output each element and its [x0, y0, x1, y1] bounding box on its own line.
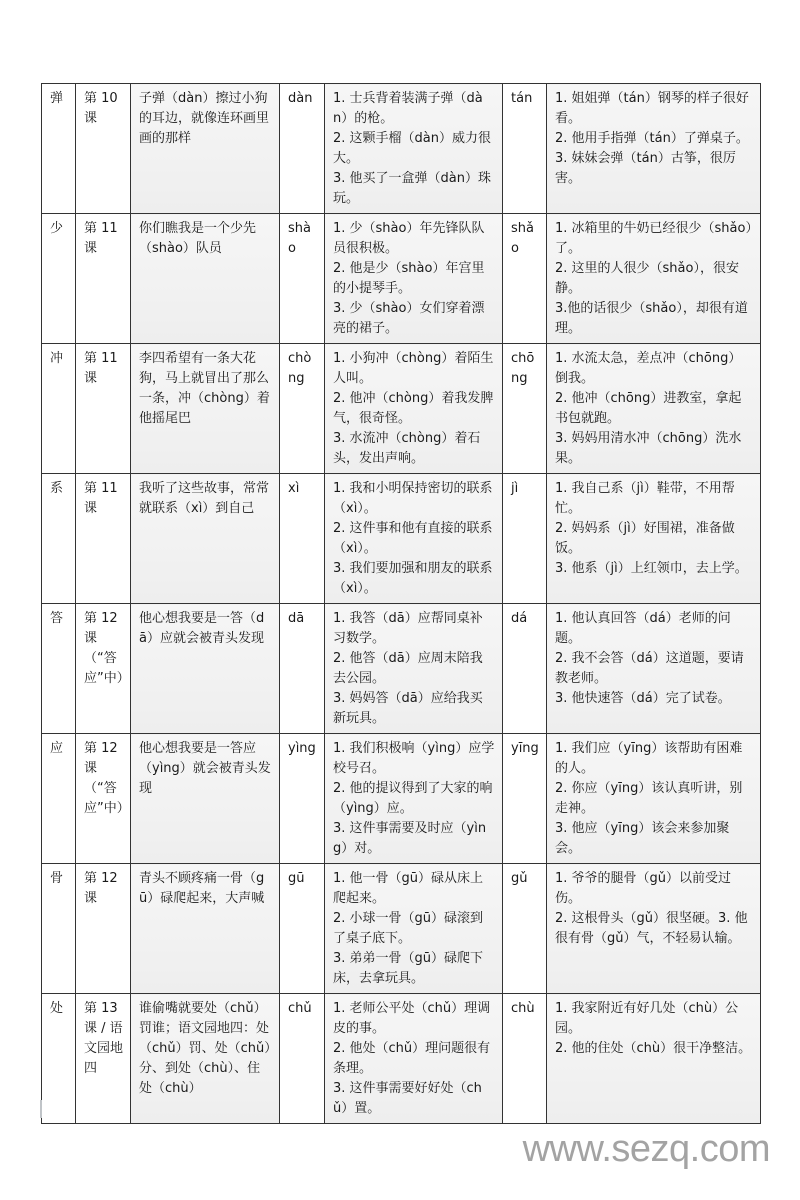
pinyin1-cell: dàn: [280, 84, 325, 214]
pinyin2-cell: dá: [503, 604, 547, 734]
character-cell: 少: [42, 214, 76, 344]
lesson-cell: 第 13 课 / 语文园地四: [76, 994, 131, 1124]
example-sentence: 2. 妈妈系（jì）好围裙，准备做饭。: [555, 521, 735, 556]
table-row: [42, 344, 761, 474]
examples1-cell: [325, 214, 503, 344]
pinyin2-cell: chù: [503, 994, 547, 1124]
character-cell: 弹: [42, 84, 76, 214]
example-sentence: 2. 他冲（chōng）进教室，拿起书包就跑。: [555, 391, 742, 426]
example-sentence: 2. 这件事和他有直接的联系（xì）。: [333, 521, 493, 556]
pinyin1-cell: shào: [280, 214, 325, 344]
example-sentence: 2. 这根骨头（gǔ）很坚硬。3. 他很有骨（gǔ）气，不轻易认输。: [555, 911, 748, 946]
example-sentence: 1. 我自己系（jì）鞋带，不用帮忙。: [555, 481, 735, 516]
example-sentence: 2. 他的住处（chù）很干净整洁。: [555, 1041, 752, 1056]
examples2-cell: [547, 474, 761, 604]
lesson-cell: 第 10 课: [76, 84, 131, 214]
example-sentence: 1. 水流太急，差点冲（chōng）倒我。: [555, 351, 742, 386]
lesson-cell: 第 12 课（“答应”中）: [76, 604, 131, 734]
example-sentence: 3. 水流冲（chòng）着石头，发出声响。: [333, 431, 481, 466]
example-sentence: 1. 我和小明保持密切的联系（xì）。: [333, 481, 493, 516]
examples1-cell: [325, 474, 503, 604]
example-sentence: 1. 少（shào）年先锋队队员很积极。: [333, 221, 485, 256]
character-cell: 冲: [42, 344, 76, 474]
examples2-cell: [547, 84, 761, 214]
examples2-cell: [547, 864, 761, 994]
example-sentence: 2. 这颗手榴（dàn）威力很大。: [333, 131, 491, 166]
examples1-cell: [325, 734, 503, 864]
polyphonic-character-table: [41, 83, 761, 1124]
pinyin2-cell: yīng: [503, 734, 547, 864]
example-sentence: 1. 我们应（yīng）该帮助有困难的人。: [555, 741, 743, 776]
table-row: [42, 734, 761, 864]
examples1-cell: [325, 864, 503, 994]
table-row: [42, 864, 761, 994]
character-cell: 应: [42, 734, 76, 864]
lesson-cell: 第 11 课: [76, 474, 131, 604]
example-sentence: 1. 爷爷的腿骨（gǔ）以前受过伤。: [555, 871, 732, 906]
pinyin1-cell: xì: [280, 474, 325, 604]
example-sentence: 2. 他冲（chòng）着我发脾气，很奇怪。: [333, 391, 494, 426]
examples1-cell: [325, 604, 503, 734]
example-sentence: 3.他的话很少（shǎo），却很有道理。: [555, 301, 748, 336]
text-sentence-cell: 你们瞧我是一个少先（shào）队员: [131, 214, 280, 344]
watermark: www.sezq.com: [522, 1128, 770, 1170]
examples2-cell: [547, 994, 761, 1124]
examples1-cell: [325, 84, 503, 214]
example-sentence: 2. 你应（yīng）该认真听讲，别走神。: [555, 781, 743, 816]
table-row: [42, 604, 761, 734]
example-sentence: 3. 他系（jì）上红领巾，去上学。: [555, 561, 748, 576]
example-sentence: 2. 我不会答（dá）这道题，要请教老师。: [555, 651, 744, 686]
examples1-cell: [325, 994, 503, 1124]
example-sentence: 2. 这里的人很少（shǎo），很安静。: [555, 261, 739, 296]
example-sentence: 1. 士兵背着装满子弹（dàn）的枪。: [333, 91, 483, 126]
examples1-cell: [325, 344, 503, 474]
pinyin2-cell: gǔ: [503, 864, 547, 994]
example-sentence: 3. 妈妈用清水冲（chōng）洗水果。: [555, 431, 742, 466]
example-sentence: 3. 妈妈答（dā）应给我买新玩具。: [333, 691, 483, 726]
pinyin1-cell: chǔ: [280, 994, 325, 1124]
lesson-cell: 第 11 课: [76, 344, 131, 474]
lesson-cell: 第 12 课: [76, 864, 131, 994]
table-row: [42, 84, 761, 214]
text-sentence-cell: 青头不顾疼痛一骨（gū）碌爬起来，大声喊: [131, 864, 280, 994]
lesson-cell: 第 11 课: [76, 214, 131, 344]
example-sentence: 3. 这件事需要及时应（yìng）对。: [333, 821, 487, 856]
example-sentence: 3. 他快速答（dá）完了试卷。: [555, 691, 731, 706]
examples2-cell: [547, 734, 761, 864]
examples2-cell: [547, 214, 761, 344]
pinyin1-cell: dā: [280, 604, 325, 734]
text-sentence-cell: 我听了这些故事，常常就联系（xì）到自己: [131, 474, 280, 604]
examples2-cell: [547, 344, 761, 474]
example-sentence: 3. 他买了一盒弹（dàn）珠玩。: [333, 171, 491, 206]
example-sentence: 2. 小球一骨（gū）碌滚到了桌子底下。: [333, 911, 484, 946]
example-sentence: 1. 他一骨（gū）碌从床上爬起来。: [333, 871, 484, 906]
pinyin2-cell: shǎo: [503, 214, 547, 344]
character-cell: 骨: [42, 864, 76, 994]
text-sentence-cell: 李四希望有一条大花狗，马上就冒出了那么一条，冲（chòng）着他摇尾巴: [131, 344, 280, 474]
table-row: [42, 994, 761, 1124]
pinyin2-cell: chōng: [503, 344, 547, 474]
examples2-cell: [547, 604, 761, 734]
text-sentence-cell: 他心想我要是一答应（yìng）就会被青头发现: [131, 734, 280, 864]
table-row: [42, 474, 761, 604]
example-sentence: 1. 小狗冲（chòng）着陌生人叫。: [333, 351, 494, 386]
example-sentence: 2. 他用手指弹（tán）了弹桌子。: [555, 131, 749, 146]
example-sentence: 3. 这件事需要好好处（chǔ）置。: [333, 1081, 482, 1116]
example-sentence: 2. 他处（chǔ）理问题很有条理。: [333, 1041, 491, 1076]
example-sentence: 1. 他认真回答（dá）老师的问题。: [555, 611, 731, 646]
example-sentence: 3. 妹妹会弹（tán）古筝，很厉害。: [555, 151, 736, 186]
text-sentence-cell: 他心想我要是一答（dā）应就会被青头发现: [131, 604, 280, 734]
table-row: [42, 214, 761, 344]
lesson-cell: 第 12 课（“答应”中）: [76, 734, 131, 864]
example-sentence: 3. 他应（yīng）该会来参加聚会。: [555, 821, 730, 856]
text-sentence-cell: 子弹（dàn）擦过小狗的耳边，就像连环画里画的那样: [131, 84, 280, 214]
margin-mark: [40, 1100, 42, 1118]
pinyin2-cell: jì: [503, 474, 547, 604]
pinyin1-cell: chòng: [280, 344, 325, 474]
pinyin2-cell: tán: [503, 84, 547, 214]
character-cell: 系: [42, 474, 76, 604]
example-sentence: 3. 我们要加强和朋友的联系（xì）。: [333, 561, 493, 596]
pinyin1-cell: gū: [280, 864, 325, 994]
character-cell: 答: [42, 604, 76, 734]
example-sentence: 1. 我答（dā）应帮同桌补习数学。: [333, 611, 483, 646]
example-sentence: 3. 少（shào）女们穿着漂亮的裙子。: [333, 301, 485, 336]
pinyin1-cell: yìng: [280, 734, 325, 864]
example-sentence: 1. 我家附近有好几处（chù）公园。: [555, 1001, 739, 1036]
character-cell: 处: [42, 994, 76, 1124]
example-sentence: 2. 他的提议得到了大家的响（yìng）应。: [333, 781, 493, 816]
text-sentence-cell: 谁偷嘴就要处（chǔ）罚谁；语文园地四：处（chǔ）罚、处（chǔ）分、到处（chù）、住处（chù）: [131, 994, 280, 1124]
example-sentence: 1. 姐姐弹（tán）钢琴的样子很好看。: [555, 91, 749, 126]
example-sentence: 1. 冰箱里的牛奶已经很少（shǎo）了。: [555, 221, 752, 256]
example-sentence: 1. 我们积极响（yìng）应学校号召。: [333, 741, 495, 776]
example-sentence: 3. 弟弟一骨（gū）碌爬下床，去拿玩具。: [333, 951, 484, 986]
example-sentence: 2. 他是少（shào）年宫里的小提琴手。: [333, 261, 485, 296]
example-sentence: 1. 老师公平处（chǔ）理调皮的事。: [333, 1001, 491, 1036]
example-sentence: 2. 他答（dā）应周末陪我去公园。: [333, 651, 483, 686]
